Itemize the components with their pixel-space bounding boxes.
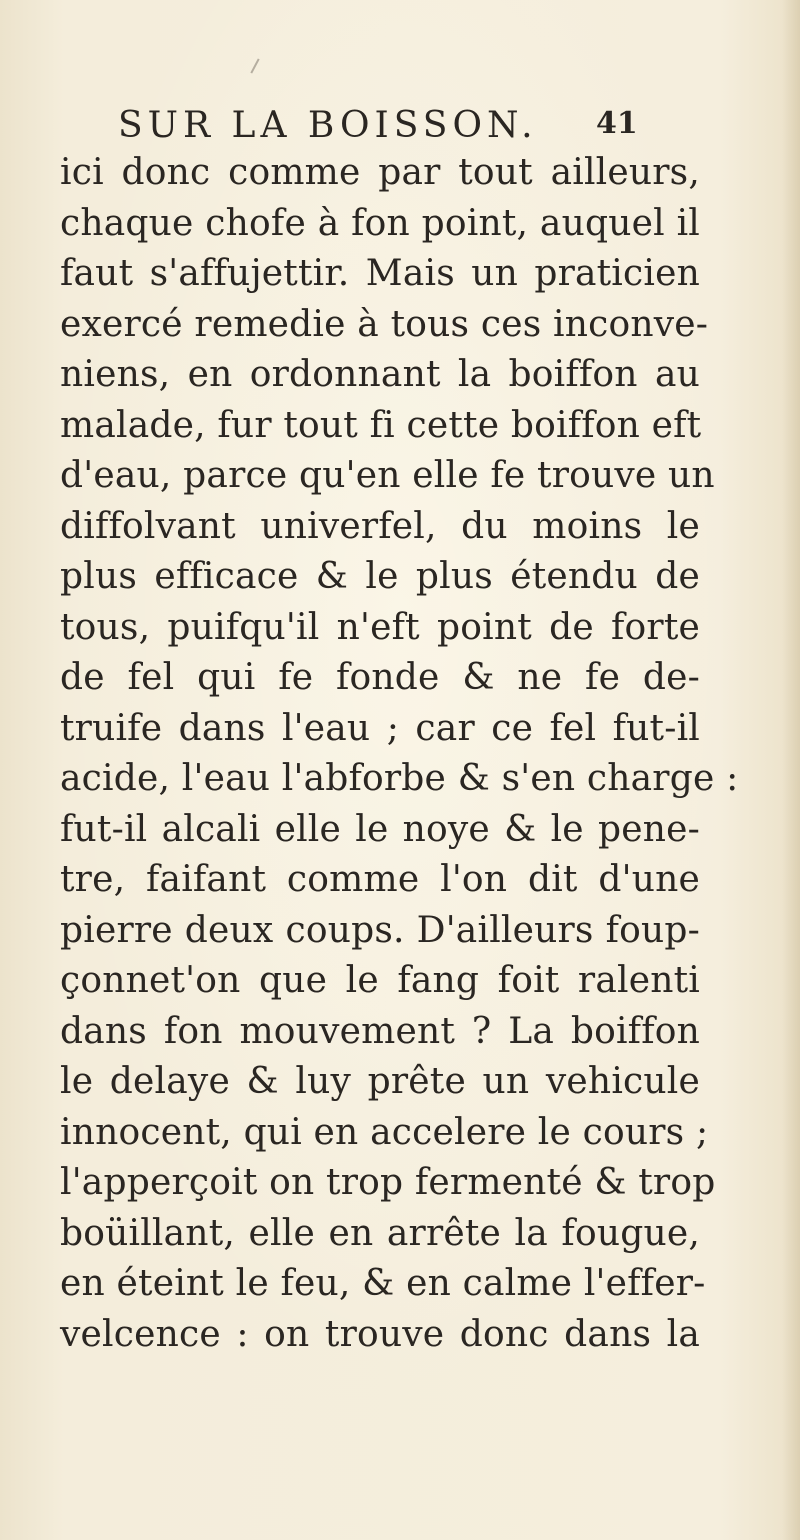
text-line: boüillant, elle en arrête la fougue, [60,1212,700,1254]
text-line: exercé remedie à tous ces inconve- [60,303,709,345]
text-line: le delaye & luy prête un vehicule [60,1061,700,1102]
text-line: en éteint le feu, & en calme l'effer- [60,1263,706,1304]
text-line: malade, fur tout fi cette boiffon eft [60,404,702,446]
text-line: velcence : on trouve donc dans la [60,1313,700,1355]
body-text [60,148,739,1360]
text-line: acide, l'eau l'abforbe & s'en charge : [60,758,739,799]
text-line: niens, en ordonnant la boiffon au [60,354,700,395]
running-title: SUR LA BOISSON. [118,105,538,146]
text-line: chaque chofe à fon point, auquel il [60,202,700,244]
page-number: 41 [596,106,638,141]
text-line: fut-il alcali elle le noye & le pene- [60,808,700,850]
text-line: diffolvant univerfel, du moins le [60,505,700,547]
text-line: truife dans l'eau ; car ce fel fut-il [60,707,700,749]
text-line: dans fon mouvement ? La boiffon [60,1010,700,1052]
text-line: faut s'affujettir. Mais un praticien [60,253,700,294]
text-line: tous, puifqu'il n'eft point de forte [60,606,700,648]
running-head [118,104,658,148]
text-line: tre, faifant comme l'on dit d'une [60,859,700,900]
text-line: d'eau, parce qu'en elle fe trouve un [60,455,715,496]
text-line: de fel qui fe fonde & ne fe de- [60,657,700,698]
text-line: çonnet'on que le fang foit ralenti [60,960,700,1001]
text-line: pierre deux coups. D'ailleurs foup- [60,909,700,951]
stray-ink-mark [250,58,259,73]
text-line: plus efficace & le plus étendu de [60,556,700,597]
text-line: ici donc comme par tout ailleurs, [60,152,700,193]
text-line: innocent, qui en accelere le cours ; [60,1111,709,1153]
text-line: l'apperçoit on trop fermenté & trop [60,1162,716,1203]
